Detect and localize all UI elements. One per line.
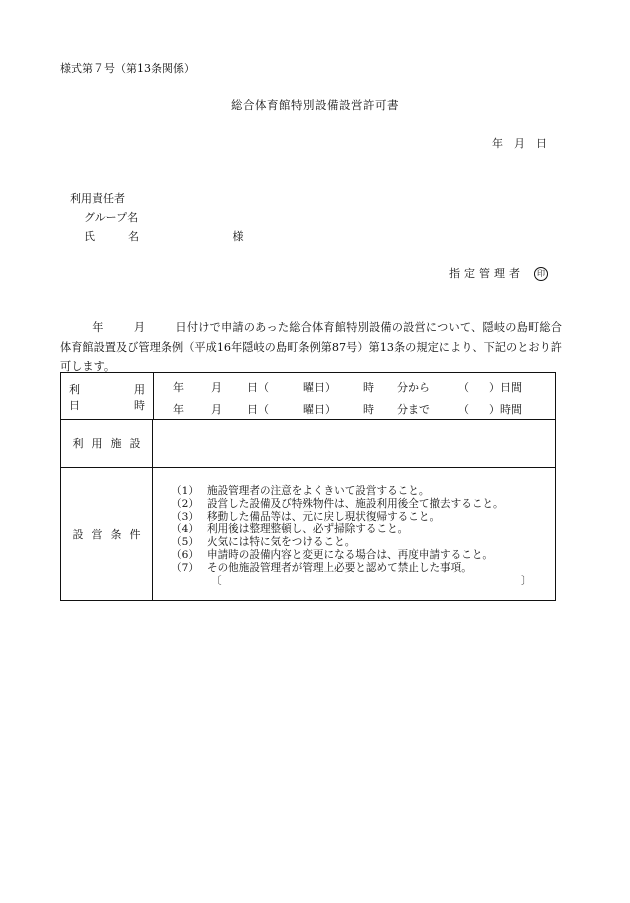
issue-date: 年 月 日 <box>492 137 547 150</box>
permission-statement <box>60 318 562 377</box>
use-datetime-fields <box>153 373 555 419</box>
statement-text: 日付けで申請のあった総合体育館特別設備の設営について、隠岐の島町総合体育館設置及び管理条例（平成16年隠岐の島町条例第87号）第13条の規定により、下記のとおり許可します。 <box>60 321 562 373</box>
field-text: 曜日） <box>303 381 336 394</box>
statement-month: 月 <box>133 321 146 334</box>
seal-icon: 印 <box>534 267 548 281</box>
label-char: 日 <box>69 399 80 412</box>
list-item <box>171 562 541 575</box>
bracket-open: 〔 <box>211 574 222 587</box>
condition-number: （1） <box>171 485 199 497</box>
field-text: 分から <box>397 381 430 394</box>
condition-text: 利用後は整理整頓し、必ず掃除すること。 <box>207 523 409 536</box>
bracket-close: 〕 <box>521 574 532 587</box>
conditions-row <box>61 467 555 600</box>
form-number: 様式第７号（第13条関係） <box>60 62 195 75</box>
label-char: 用 <box>134 383 145 396</box>
condition-text: 施設管理者の注意をよくきいて設営すること。 <box>207 485 430 497</box>
name-row <box>84 228 244 244</box>
field-text: 年 <box>173 403 184 416</box>
condition-text: 移動した備品等は、元に戻し現状復帰すること。 <box>207 510 441 523</box>
list-item <box>171 523 541 536</box>
use-datetime-label <box>61 373 154 419</box>
facility-label: 利用施設 <box>61 419 153 467</box>
honorific: 様 <box>232 230 244 243</box>
list-item <box>171 485 541 498</box>
field-text: ）日間 <box>489 381 522 394</box>
list-item <box>171 498 541 511</box>
name-label-second: 名 <box>128 230 139 243</box>
list-item <box>171 536 541 549</box>
condition-text: 火気には特に気をつけること。 <box>207 536 356 549</box>
designated-manager <box>449 265 548 281</box>
condition-number: （5） <box>171 536 199 549</box>
condition-number: （6） <box>171 548 199 561</box>
document-title: 総合体育館特別設備設営許可書 <box>231 98 399 112</box>
statement-year: 年 <box>92 321 104 334</box>
conditions-list <box>171 485 541 588</box>
field-text: 分まで <box>397 403 430 416</box>
group-name-label: グループ名 <box>84 211 139 224</box>
field-text: 曜日） <box>303 403 336 416</box>
condition-text: 設営した設備及び特殊物件は、施設利用後全て撤去すること。 <box>207 497 504 510</box>
use-datetime-row <box>61 373 555 420</box>
condition-text: その他施設管理者が管理上必要と認めて禁止した事項。 <box>207 561 472 574</box>
field-text: 日（ <box>247 403 269 416</box>
field-text: 時 <box>363 403 374 416</box>
permit-table <box>60 372 556 601</box>
field-text: （ <box>458 381 469 394</box>
field-text: （ <box>458 403 469 416</box>
facility-row <box>61 419 555 468</box>
condition-number: （3） <box>171 510 199 523</box>
condition-number: （4） <box>171 523 199 536</box>
field-text: 年 <box>173 381 184 394</box>
condition-number: （7） <box>171 561 199 574</box>
label-char: 利 <box>69 383 80 396</box>
field-text: 日（ <box>247 381 269 394</box>
name-label-first: 氏 <box>84 230 95 243</box>
field-text: 月 <box>211 403 222 416</box>
label-char: 時 <box>134 399 145 412</box>
list-item <box>171 549 541 562</box>
other-items-bracket <box>171 575 541 588</box>
condition-text: 申請時の設備内容と変更になる場合は、再度申請すること。 <box>207 548 494 561</box>
designated-manager-label: 指定管理者 <box>449 267 524 280</box>
condition-number: （2） <box>171 497 199 510</box>
field-text: 月 <box>211 381 222 394</box>
field-text: 時 <box>363 381 374 394</box>
conditions-label: 設営条件 <box>61 467 153 600</box>
field-text: ）時間 <box>489 403 522 416</box>
list-item <box>171 511 541 524</box>
responsible-person-label: 利用責任者 <box>70 192 125 205</box>
